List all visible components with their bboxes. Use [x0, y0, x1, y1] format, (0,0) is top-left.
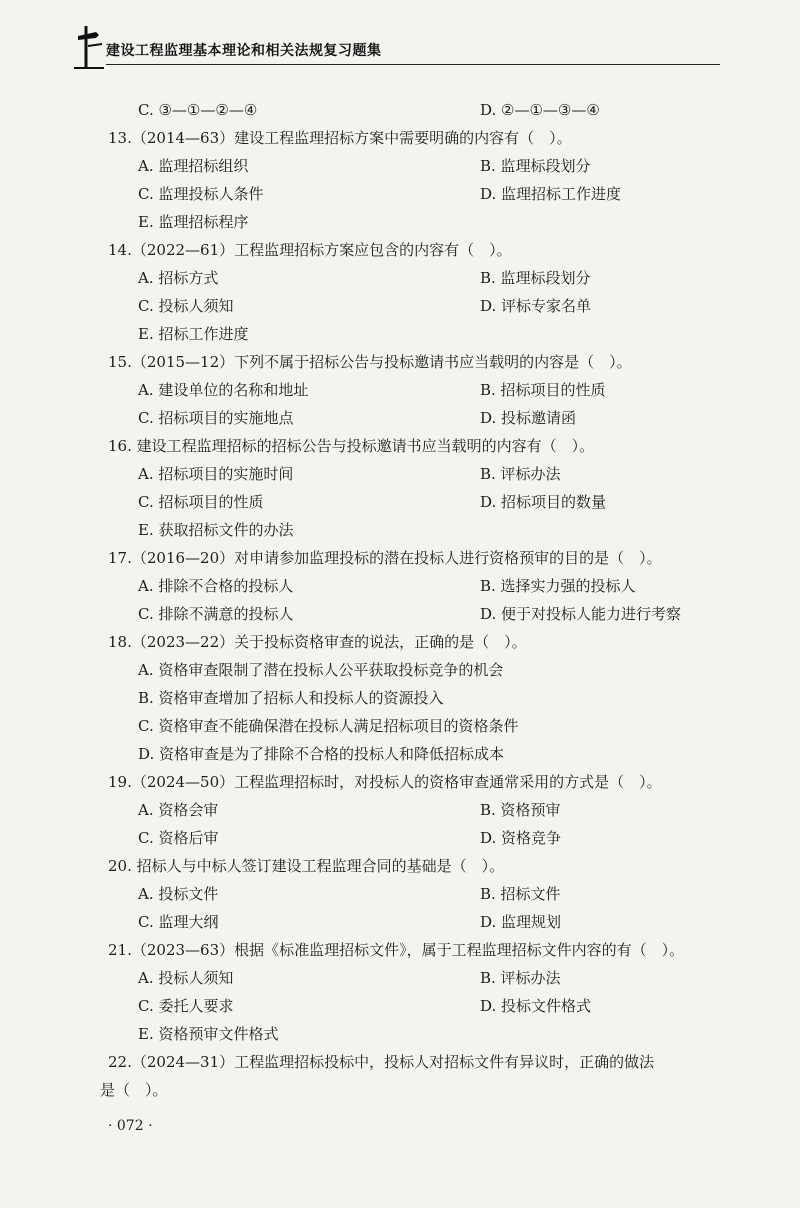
option-left: C. 监理投标人条件 [138, 185, 264, 203]
question-stem: 19.（2024—50）工程监理招标时，对投标人的资格审查通常采用的方式是（ ）。 [108, 773, 662, 791]
option-left: C. 投标人须知 [138, 297, 234, 315]
question-stem: 14.（2022—61）工程监理招标方案应包含的内容有（ ）。 [108, 241, 512, 259]
option-right: D. 投标邀请函 [480, 409, 577, 427]
option-item: C. 资格审查不能确保潜在投标人满足招标项目的资格条件 [138, 717, 519, 735]
option-left: A. 监理招标组织 [138, 157, 249, 175]
question-stem: 22.（2024—31）工程监理招标投标中，投标人对招标文件有异议时，正确的做法 [108, 1053, 655, 1071]
question-stem: 20. 招标人与中标人签订建设工程监理合同的基础是（ ）。 [108, 857, 505, 875]
option-left: A. 投标文件 [138, 885, 219, 903]
option-left: C. 监理大纲 [138, 913, 219, 931]
option-item: B. 资格审查增加了招标人和投标人的资源投入 [138, 689, 444, 707]
option-right: D. 招标项目的数量 [480, 493, 607, 511]
option-row [108, 404, 724, 432]
option-left: C. 招标项目的性质 [138, 493, 264, 511]
option-right: B. 选择实力强的投标人 [480, 577, 636, 595]
option-left: C. 委托人要求 [138, 997, 234, 1015]
option-row [108, 908, 724, 936]
option-right: D. ②—①—③—④ [480, 101, 600, 119]
question-stem: 17.（2016—20）对申请参加监理投标的潜在投标人进行资格预审的目的是（ ）。 [108, 549, 662, 567]
option-row [108, 600, 724, 628]
option-row [108, 796, 724, 824]
option-right: B. 监理标段划分 [480, 269, 591, 287]
option-right: B. 监理标段划分 [480, 157, 591, 175]
option-right: D. 便于对投标人能力进行考察 [480, 605, 682, 623]
option-left: C. 排除不满意的投标人 [138, 605, 294, 623]
option-right: D. 监理招标工作进度 [480, 185, 622, 203]
option-right: D. 监理规划 [480, 913, 562, 931]
option-row [108, 964, 724, 992]
book-title: 建设工程监理基本理论和相关法规复习题集 [106, 43, 382, 59]
question-stem: 13.（2014—63）建设工程监理招标方案中需要明确的内容有（ ）。 [108, 129, 572, 147]
option-row [108, 292, 724, 320]
option-left: C. 招标项目的实施地点 [138, 409, 294, 427]
option-right: D. 资格竞争 [480, 829, 562, 847]
option-left: A. 排除不合格的投标人 [138, 577, 294, 595]
option-row [108, 180, 724, 208]
option-row [108, 264, 724, 292]
option-row [108, 488, 724, 516]
question-stem: 15.（2015—12）下列不属于招标公告与投标邀请书应当载明的内容是（ ）。 [108, 353, 632, 371]
option-left: C. ③—①—②—④ [138, 101, 258, 119]
question-stem-continuation: 是（ ）。 [100, 1081, 168, 1099]
option-right: D. 投标文件格式 [480, 997, 592, 1015]
option-row [108, 880, 724, 908]
page-number: · 072 · [108, 1118, 153, 1134]
question-list [100, 96, 724, 1104]
option-row [108, 712, 724, 740]
option-row [108, 684, 724, 712]
option-row [108, 740, 724, 768]
option-right: B. 评标办法 [480, 465, 561, 483]
option-item: E. 招标工作进度 [138, 325, 249, 343]
option-row [108, 1020, 724, 1048]
option-item: E. 获取招标文件的办法 [138, 521, 294, 539]
header-divider [106, 64, 720, 65]
option-row [108, 208, 724, 236]
option-left: C. 资格后审 [138, 829, 219, 847]
option-row [108, 572, 724, 600]
option-row [108, 376, 724, 404]
option-row [108, 992, 724, 1020]
option-item: E. 监理招标程序 [138, 213, 249, 231]
option-right: B. 招标文件 [480, 885, 561, 903]
option-left: A. 资格会审 [138, 801, 219, 819]
option-right: B. 资格预审 [480, 801, 561, 819]
option-row [108, 656, 724, 684]
question-stem: 16. 建设工程监理招标的招标公告与投标邀请书应当载明的内容有（ ）。 [108, 437, 595, 455]
option-row [108, 152, 724, 180]
option-item: E. 资格预审文件格式 [138, 1025, 279, 1043]
option-left: A. 投标人须知 [138, 969, 234, 987]
page-header [72, 22, 720, 70]
option-item: A. 资格审查限制了潜在投标人公平获取投标竞争的机会 [138, 661, 504, 679]
option-row [108, 96, 724, 124]
option-row [108, 460, 724, 488]
option-left: A. 招标方式 [138, 269, 219, 287]
option-row [108, 516, 724, 544]
signpost-logo-icon [72, 22, 106, 70]
option-left: A. 招标项目的实施时间 [138, 465, 294, 483]
option-row [108, 824, 724, 852]
option-right: B. 评标办法 [480, 969, 561, 987]
option-right: D. 评标专家名单 [480, 297, 592, 315]
option-left: A. 建设单位的名称和地址 [138, 381, 309, 399]
option-item: D. 资格审查是为了排除不合格的投标人和降低招标成本 [138, 745, 505, 763]
option-right: B. 招标项目的性质 [480, 381, 606, 399]
option-row [108, 320, 724, 348]
question-stem: 21.（2023—63）根据《标准监理招标文件》，属于工程监理招标文件内容的有（ ）。 [108, 941, 685, 959]
question-stem: 18.（2023—22）关于投标资格审查的说法，正确的是（ ）。 [108, 633, 527, 651]
